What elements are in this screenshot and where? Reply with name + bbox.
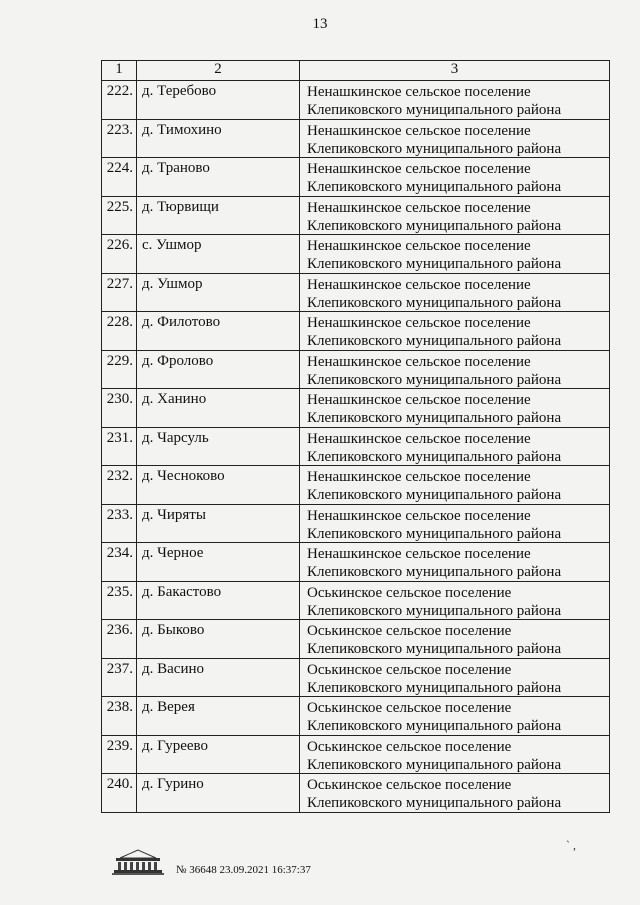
municipality-cell: [299, 350, 610, 389]
municipality-line-1: Ненашкинское сельское поселение: [307, 430, 531, 447]
municipality-cell: [299, 273, 610, 312]
municipality-cell: [299, 157, 610, 196]
row-number: 224.: [101, 157, 136, 196]
row-number: 233.: [101, 504, 136, 543]
municipality-cell: [299, 581, 610, 620]
table-row: [101, 119, 610, 158]
municipality-line-1: Оськинское сельское поселение: [307, 661, 512, 678]
row-number: 237.: [101, 658, 136, 697]
municipality-line-2: Клепиковского муниципального района: [307, 718, 562, 734]
header-col-3: 3: [299, 60, 610, 80]
row-number: 235.: [101, 581, 136, 620]
municipality-line-1: Оськинское сельское поселение: [307, 623, 512, 639]
row-number: 225.: [101, 196, 136, 235]
municipality-cell: [299, 619, 610, 658]
row-number: 226.: [101, 234, 136, 273]
municipality-line-2: Клепиковского муниципального района: [307, 525, 562, 542]
municipality-line-2: Клепиковского муниципального района: [307, 371, 562, 388]
municipality-line-1: Ненашкинское сельское поселение: [307, 315, 531, 331]
municipality-line-2: Клепиковского муниципального района: [307, 256, 562, 272]
table-row: [101, 658, 610, 697]
settlement-name: д. Теребово: [136, 80, 299, 119]
settlement-name: д. Васино: [136, 658, 299, 697]
settlement-name: д. Ушмор: [136, 273, 299, 312]
table-row: [101, 619, 610, 658]
row-number: 232.: [101, 465, 136, 504]
settlement-name: д. Верея: [136, 696, 299, 735]
row-number: 227.: [101, 273, 136, 312]
settlement-name: д. Бакастово: [136, 581, 299, 620]
municipality-line-2: Клепиковского муниципального района: [307, 641, 562, 657]
settlement-name: с. Ушмор: [136, 234, 299, 273]
municipality-line-1: Ненашкинское сельское поселение: [307, 507, 531, 524]
table-row: [101, 581, 610, 620]
table-header-row: [101, 60, 610, 80]
table-body: [101, 80, 610, 812]
settlement-name: д. Чарсуль: [136, 427, 299, 466]
table-row: [101, 234, 610, 273]
municipality-cell: [299, 80, 610, 119]
settlements-table: [101, 60, 610, 813]
page-number: 13: [312, 16, 328, 32]
row-number: 238.: [101, 696, 136, 735]
scan-marks: ` ,: [566, 838, 576, 852]
municipality-line-2: Клепиковского муниципального района: [307, 756, 562, 773]
table-row: [101, 542, 610, 581]
table-row: [101, 696, 610, 735]
table-row: [101, 157, 610, 196]
municipality-line-1: Ненашкинское сельское поселение: [307, 469, 531, 485]
municipality-line-1: Ненашкинское сельское поселение: [307, 199, 531, 216]
municipality-cell: [299, 696, 610, 735]
municipality-line-1: Ненашкинское сельское поселение: [307, 546, 531, 562]
table-row: [101, 273, 610, 312]
municipality-cell: [299, 658, 610, 697]
registration-stamp-text: № 36648 23.09.2021 16:37:37: [176, 864, 311, 876]
table-row: [101, 504, 610, 543]
document-footer: [108, 848, 408, 878]
table-row: [101, 80, 610, 119]
municipality-line-2: Клепиковского муниципального района: [307, 448, 562, 465]
municipality-line-2: Клепиковского муниципального района: [307, 140, 562, 157]
settlement-name: д. Тимохино: [136, 119, 299, 158]
municipality-line-1: Ненашкинское сельское поселение: [307, 238, 531, 254]
municipality-cell: [299, 311, 610, 350]
settlement-name: д. Чесноково: [136, 465, 299, 504]
municipality-cell: [299, 388, 610, 427]
table-row: [101, 735, 610, 774]
settlement-name: д. Ханино: [136, 388, 299, 427]
municipality-line-2: Клепиковского муниципального района: [307, 564, 562, 580]
settlement-name: д. Тюрвищи: [136, 196, 299, 235]
settlement-name: д. Гуреево: [136, 735, 299, 774]
municipality-line-1: Ненашкинское сельское поселение: [307, 276, 531, 293]
row-number: 222.: [101, 80, 136, 119]
row-number: 236.: [101, 619, 136, 658]
header-col-1: 1: [101, 60, 136, 80]
header-col-2: 2: [136, 60, 299, 80]
settlement-name: д. Чиряты: [136, 504, 299, 543]
table-row: [101, 311, 610, 350]
municipality-cell: [299, 735, 610, 774]
row-number: 239.: [101, 735, 136, 774]
municipality-cell: [299, 504, 610, 543]
row-number: 223.: [101, 119, 136, 158]
municipality-line-1: Ненашкинское сельское поселение: [307, 122, 531, 139]
settlement-name: д. Филотово: [136, 311, 299, 350]
municipality-line-2: Клепиковского муниципального района: [307, 410, 562, 426]
government-building-emblem-icon: [108, 848, 168, 881]
municipality-line-1: Ненашкинское сельское поселение: [307, 392, 531, 408]
municipality-cell: [299, 119, 610, 158]
settlement-name: д. Черное: [136, 542, 299, 581]
municipality-line-2: Клепиковского муниципального района: [307, 294, 562, 311]
table-row: [101, 350, 610, 389]
municipality-line-1: Оськинское сельское поселение: [307, 777, 512, 793]
municipality-line-1: Ненашкинское сельское поселение: [307, 84, 531, 100]
row-number: 240.: [101, 773, 136, 812]
row-number: 230.: [101, 388, 136, 427]
municipality-line-2: Клепиковского муниципального района: [307, 679, 562, 696]
municipality-line-2: Клепиковского муниципального района: [307, 217, 562, 234]
municipality-cell: [299, 427, 610, 466]
row-number: 228.: [101, 311, 136, 350]
municipality-cell: [299, 196, 610, 235]
settlement-name: д. Траново: [136, 157, 299, 196]
settlement-name: д. Быково: [136, 619, 299, 658]
municipality-line-1: Оськинское сельское поселение: [307, 738, 512, 755]
municipality-cell: [299, 542, 610, 581]
municipality-line-1: Ненашкинское сельское поселение: [307, 353, 531, 370]
row-number: 229.: [101, 350, 136, 389]
settlement-name: д. Фролово: [136, 350, 299, 389]
municipality-line-1: Оськинское сельское поселение: [307, 584, 512, 601]
table-row: [101, 388, 610, 427]
table-row: [101, 465, 610, 504]
settlement-name: д. Гурино: [136, 773, 299, 812]
municipality-line-1: Ненашкинское сельское поселение: [307, 161, 531, 177]
table-row: [101, 773, 610, 812]
table-row: [101, 196, 610, 235]
municipality-line-2: Клепиковского муниципального района: [307, 179, 562, 195]
municipality-line-1: Оськинское сельское поселение: [307, 700, 512, 716]
municipality-line-2: Клепиковского муниципального района: [307, 102, 562, 118]
municipality-cell: [299, 234, 610, 273]
municipality-line-2: Клепиковского муниципального района: [307, 333, 562, 349]
row-number: 231.: [101, 427, 136, 466]
row-number: 234.: [101, 542, 136, 581]
municipality-cell: [299, 465, 610, 504]
municipality-line-2: Клепиковского муниципального района: [307, 795, 562, 811]
municipality-line-2: Клепиковского муниципального района: [307, 487, 562, 503]
municipality-line-2: Клепиковского муниципального района: [307, 602, 562, 619]
table-row: [101, 427, 610, 466]
municipality-cell: [299, 773, 610, 812]
